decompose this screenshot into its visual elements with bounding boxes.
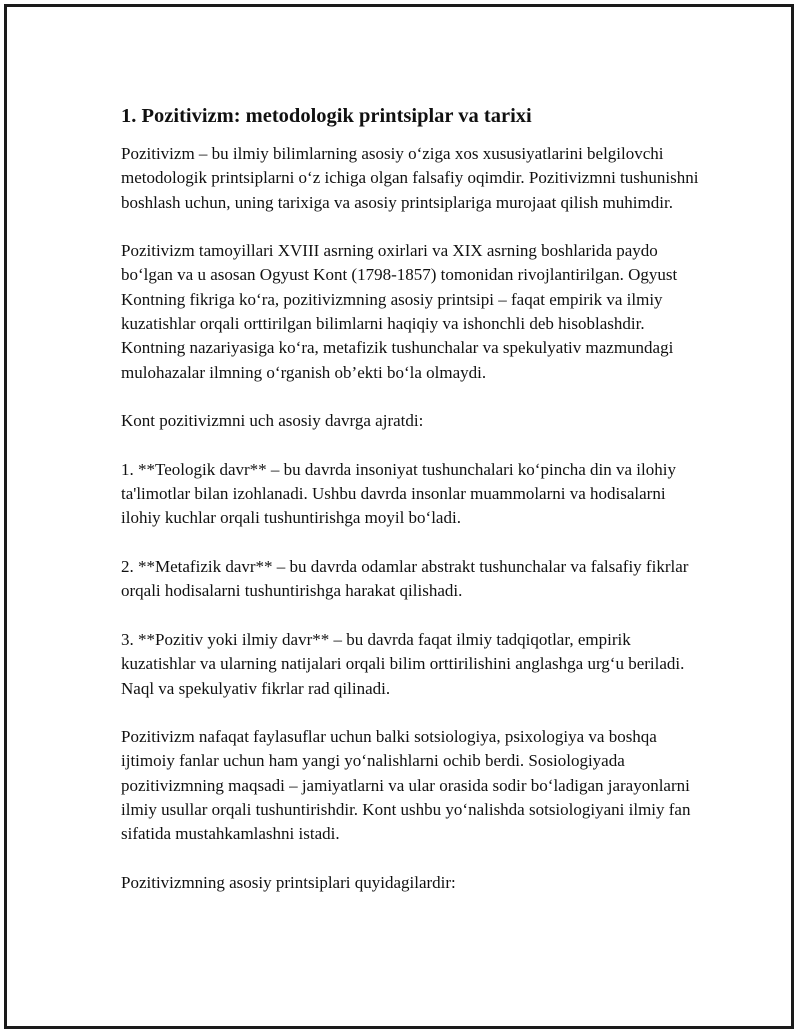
list-item-metaphysical-period: 2. **Metafizik davr** – bu davrda odamlar abstrakt tushunchalar va falsafiy fikrlar orqali hodisalarni tushuntirishga harakat qilishadi. [121, 557, 689, 601]
paragraph-periods-intro: Kont pozitivizmni uch asosiy davrga ajratdi: [121, 411, 424, 431]
paragraph-principles-intro: Pozitivizmning asosiy printsiplari quyidagilardir: [121, 872, 456, 892]
page-frame [4, 4, 794, 1029]
paragraph-history: Pozitivizm tamoyillari XVIII asrning oxirlari va XIX asrning boshlarida paydo bo‘lgan va u asosan Ogyust Kont (1798-1857) tomonidan rivojlantirilgan. Ogyust Kontning fikriga ko‘ra, pozitivizmning asosiy printsipi – faqat empirik va ilmiy kuzatishlar orqali orttirilgan bilimlarni haqiqiy va ishonchli deb hisoblashdir. Kontning nazariyasiga ko‘ra, metafizik tushunchalar va spekulyativ mazmundagi mulohazalar ilmning o‘rganish ob’ekti bo‘la olmaydi. [121, 241, 678, 382]
list-item-theological-period: 1. **Teologik davr** – bu davrda insoniyat tushunchalari ko‘pincha din va ilohiy ta'limotlar bilan izohlanadi. Ushbu davrda insonlar muammolarni va hodisalarni ilohiy kuchlar orqali tushuntirishga moyil bo‘ladi. [121, 459, 676, 528]
document-title: 1. Pozitivizm: metodologik printsiplar va tarixi [121, 105, 532, 127]
list-item-positive-period: 3. **Pozitiv yoki ilmiy davr** – bu davrda faqat ilmiy tadqiqotlar, empirik kuzatishlar va ularning natijalari orqali bilim orttirilishini anglashga urg‘u beriladi. Naql va spekulyativ fikrlar rad qilinadi. [121, 629, 685, 698]
paragraph-intro: Pozitivizm – bu ilmiy bilimlarning asosiy o‘ziga xos xususiyatlarini belgilovchi metodologik printsiplarni o‘z ichiga olgan falsafiy oqimdir. Pozitivizmni tushunishni boshlash uchun, uning tarixiga va asosiy printsiplariga murojaat qilish muhimdir. [121, 144, 699, 212]
document-body [121, 103, 701, 895]
paragraph-influence: Pozitivizm nafaqat faylasuflar uchun balki sotsiologiya, psixologiya va boshqa ijtimoiy fanlar uchun ham yangi yo‘nalishlarni ochib berdi. Sosiologiyada pozitivizmning maqsadi – jamiyatlarni va ular orasida sodir bo‘ladigan jarayonlarni ilmiy usullar orqali tushuntirishdir. Kont ushbu yo‘nalishda sotsiologiyani ilmiy fan sifatida mustahkamlashni istadi. [121, 727, 691, 844]
